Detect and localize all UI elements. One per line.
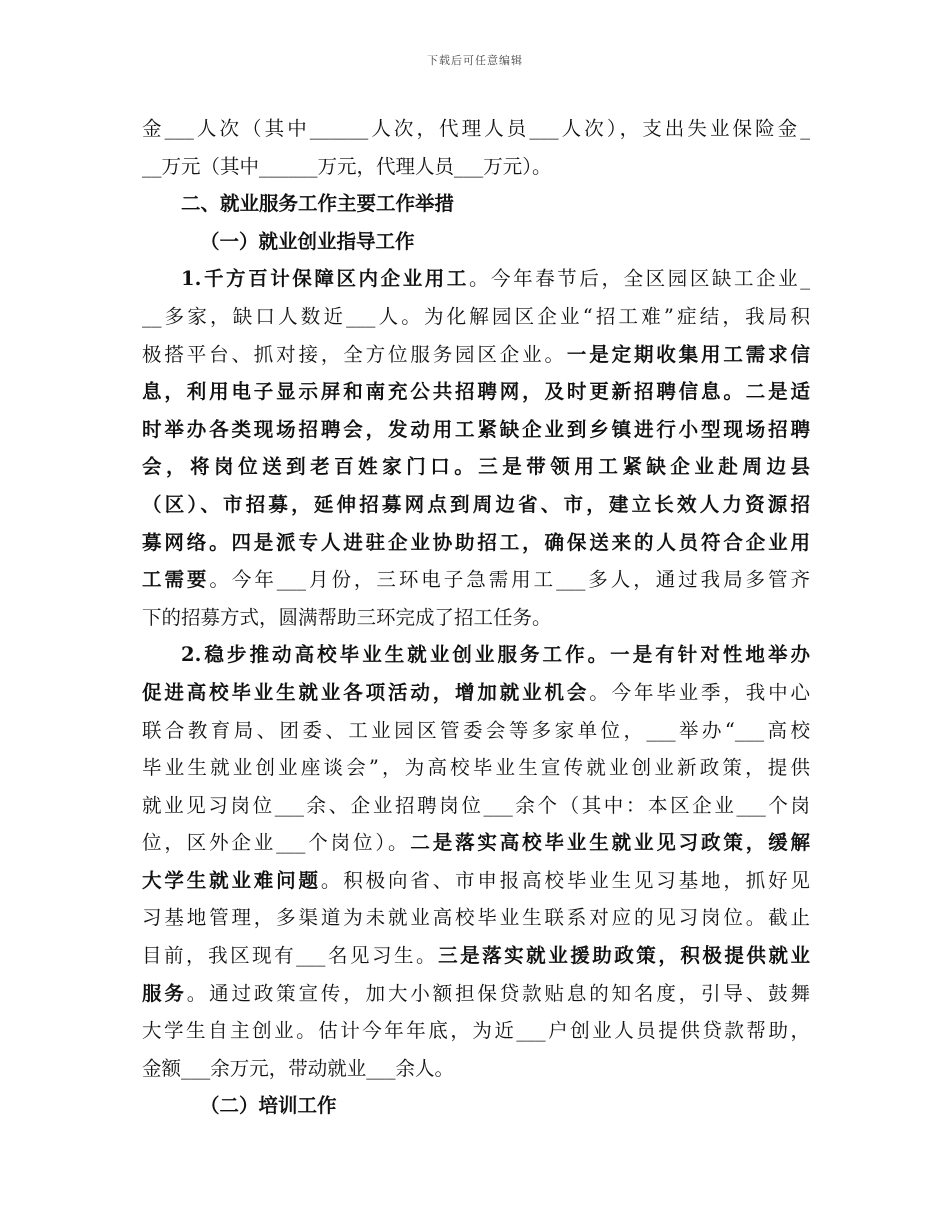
text-run: 。通过政策宣传，加大小额担保贷款贴息的知名度，引导、鼓舞 — [186, 981, 810, 1005]
body-text-line — [142, 824, 810, 862]
text-run: __万元（其中______万元，代理人员___万元）。 — [142, 154, 552, 178]
body-text-line — [142, 448, 810, 486]
text-run: 联合教育局、团委、工业园区管委会等多家单位，___举办“___高校 — [142, 718, 810, 742]
body-text-line — [142, 373, 810, 411]
bold-text-run: （区）、市招募，延伸招募网点到周边省、市，建立长效人力资源招 — [142, 492, 810, 516]
body-text-line — [142, 336, 810, 374]
bold-text-run: 息，利用电子显示屏和南充公共招聘网，及时更新招聘信息。二是适 — [142, 380, 810, 404]
body-text-line — [142, 110, 810, 148]
bold-text-run: 促进高校毕业生就业各项活动，增加就业机会 — [142, 680, 590, 704]
body-text-line — [142, 749, 810, 787]
bold-text-run: 时举办各类现场招聘会，发动用工紧缺企业到乡镇进行小型现场招聘 — [142, 417, 810, 441]
body-text-line — [142, 862, 810, 900]
bold-text-run: 二、就业服务工作主要工作举措 — [181, 192, 455, 216]
body-text-line — [142, 411, 810, 449]
text-run: 毕业生就业创业座谈会”，为高校毕业生宣传就业创业新政策，提供 — [142, 756, 810, 780]
text-run: 。今年春节后，全区园区缺工企业_ — [468, 267, 810, 291]
bold-text-run: 募网络。四是派专人进驻企业协助招工，确保送来的人员符合企业用 — [142, 530, 810, 554]
body-text-line — [142, 561, 810, 599]
bold-text-run: 1.千方百计保障区内企业用工 — [181, 267, 469, 291]
paragraph-first-line — [142, 260, 810, 298]
bold-text-run: 会，将岗位送到老百姓家门口。三是带领用工紧缺企业赴周边县 — [142, 455, 810, 479]
body-text-line — [142, 298, 810, 336]
text-run: 金额___余万元，带动就业___余人。 — [142, 1056, 455, 1080]
text-run: 。积极向省、市申报高校毕业生见习基地，抓好见 — [320, 868, 810, 892]
bold-text-run: 服务 — [142, 981, 187, 1005]
bold-text-run: 二是落实高校毕业生就业见习政策，缓解 — [410, 831, 810, 855]
body-text-line — [142, 599, 810, 637]
section-heading — [142, 185, 810, 223]
body-text-line — [142, 975, 810, 1013]
bold-text-run: 2.稳步推动高校毕业生就业创业服务工作。一是有针对性地举办 — [181, 643, 810, 667]
body-text-line — [142, 148, 810, 186]
body-text-line — [142, 899, 810, 937]
body-text-line — [142, 1050, 810, 1088]
text-run: 位，区外企业___个岗位）。 — [142, 831, 411, 855]
text-run: 极搭平台、抓对接，全方位服务园区企业。 — [142, 342, 567, 366]
text-run: 习基地管理，多渠道为未就业高校毕业生联系对应的见习岗位。截止 — [142, 906, 810, 930]
body-text-line — [142, 937, 810, 975]
body-text-line — [142, 486, 810, 524]
bold-text-run: （二）培训工作 — [200, 1094, 337, 1118]
bold-text-run: 一是定期收集用工需求信 — [566, 342, 810, 366]
text-run: __多家，缺口人数近___人。为化解园区企业“招工难”症结，我局积 — [142, 304, 810, 328]
page-header-note: 下载后可任意编辑 — [427, 54, 523, 67]
body-text-line — [142, 524, 810, 562]
text-run: 金___人次（其中______人次，代理人员___人次），支出失业保险金_ — [142, 117, 810, 140]
subsection-heading — [142, 1087, 810, 1125]
bold-text-run: （一）就业创业指导工作 — [200, 229, 415, 253]
body-text-line — [142, 787, 810, 825]
subsection-heading — [142, 223, 810, 261]
text-run: 。今年毕业季，我中心 — [589, 680, 810, 704]
paragraph-first-line — [142, 636, 810, 674]
bold-text-run: 大学生就业难问题 — [142, 868, 321, 892]
body-text-line — [142, 1012, 810, 1050]
text-run: 。今年___月份，三环电子急需用工___多人，通过我局多管齐 — [209, 568, 810, 592]
text-run: 大学生自主创业。估计今年年底，为近___户创业人员提供贷款帮助， — [142, 1019, 810, 1043]
body-text-line — [142, 674, 810, 712]
body-text-line — [142, 712, 810, 750]
text-run: 目前，我区现有___名见习生。 — [142, 944, 439, 968]
bold-text-run: 工需要 — [142, 568, 210, 592]
document-body — [142, 110, 810, 1125]
text-run: 就业见习岗位___余、企业招聘岗位___余个（其中：本区企业___个岗 — [142, 793, 810, 817]
text-run: 下的招募方式，圆满帮助三环完成了招工任务。 — [142, 605, 552, 629]
bold-text-run: 三是落实就业援助政策，积极提供就业 — [438, 944, 810, 968]
